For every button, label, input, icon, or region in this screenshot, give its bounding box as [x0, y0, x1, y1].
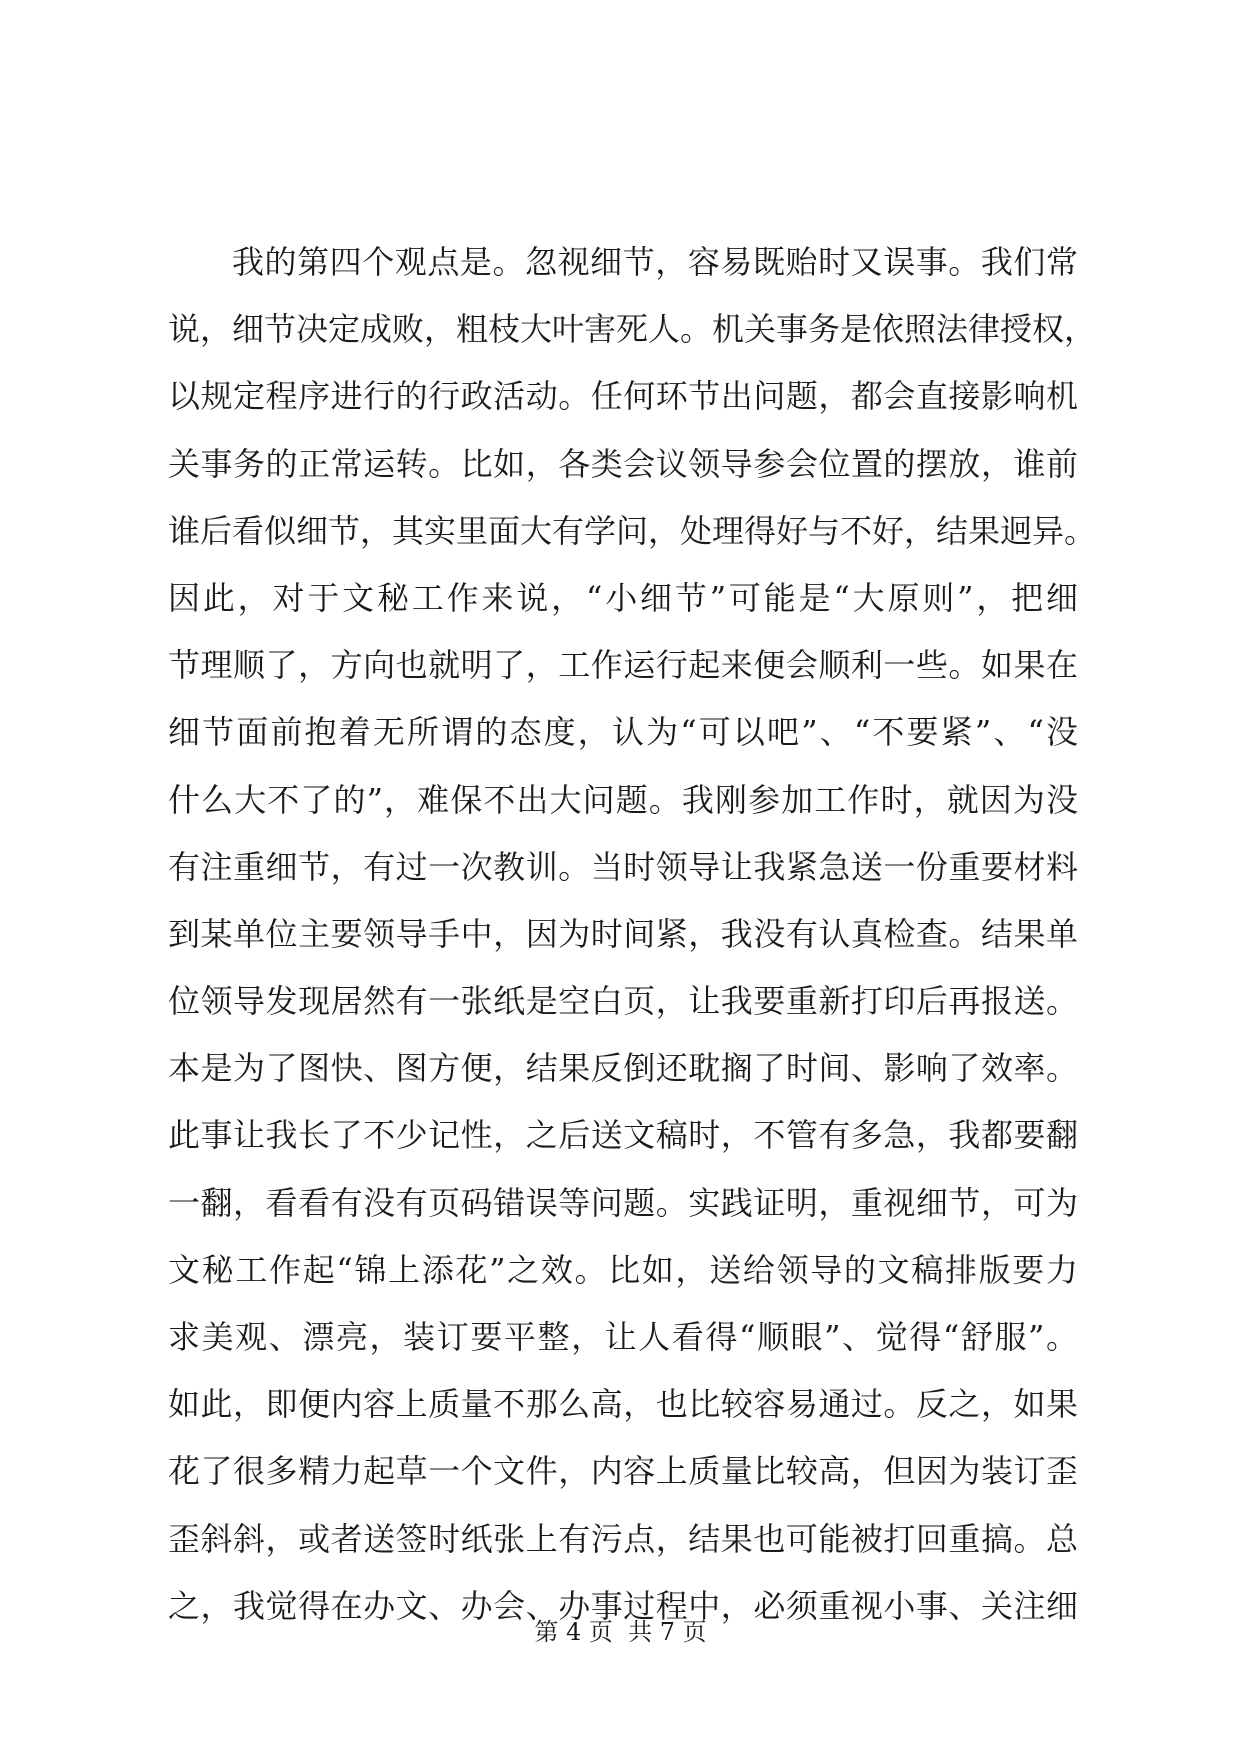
- text-line: 因此，对于文秘工作来说，“小细节”可能是“大原则”，把细: [168, 578, 1078, 617]
- text-line: 说，细节决定成败，粗枝大叶害死人。机关事务是依照法律授权，: [168, 310, 1097, 349]
- body-paragraph: [168, 229, 1097, 1640]
- text-line: 关事务的正常运转。比如，各类会议领导参会位置的摆放，谁前: [168, 444, 1078, 483]
- text-line: 节理顺了，方向也就明了，工作运行起来便会顺利一些。如果在: [168, 646, 1078, 685]
- text-line: 细节面前抱着无所谓的态度，认为“可以吧”、“不要紧”、“没: [168, 713, 1078, 752]
- text-line: 本是为了图快、图方便，结果反倒还耽搁了时间、影响了效率。: [168, 1049, 1078, 1088]
- text-line: 此事让我长了不少记性，之后送文稿时，不管有多急，我都要翻: [168, 1116, 1078, 1155]
- text-line: 谁后看似细节，其实里面大有学问，处理得好与不好，结果迥异。: [168, 511, 1097, 550]
- text-line: 歪斜斜，或者送签时纸张上有污点，结果也可能被打回重搞。总: [168, 1519, 1078, 1558]
- text-line: 花了很多精力起草一个文件，内容上质量比较高，但因为装订歪: [168, 1452, 1078, 1491]
- text-line: 文秘工作起“锦上添花”之效。比如，送给领导的文稿排版要力: [168, 1250, 1078, 1289]
- text-line: 求美观、漂亮，装订要平整，让人看得“顺眼”、觉得“舒服”。: [168, 1318, 1078, 1356]
- text-line: 我的第四个观点是。忽视细节，容易既贻时又误事。我们常: [232, 243, 1078, 281]
- text-line: 一翻，看看有没有页码错误等问题。实践证明，重视细节，可为: [168, 1183, 1078, 1222]
- text-line: 有注重细节，有过一次教训。当时领导让我紧急送一份重要材料: [168, 847, 1078, 886]
- text-line: 如此，即便内容上质量不那么高，也比较容易通过。反之，如果: [168, 1385, 1078, 1424]
- page-number-footer: 第 4 页 共 7 页: [534, 1618, 707, 1646]
- text-line: 以规定程序进行的行政活动。任何环节出问题，都会直接影响机: [168, 377, 1078, 416]
- text-line: 位领导发现居然有一张纸是空白页，让我要重新打印后再报送。: [168, 982, 1078, 1021]
- text-line: 之，我觉得在办文、办会、办事过程中，必须重视小事、关注细: [168, 1586, 1078, 1625]
- text-line: 什么大不了的”，难保不出大问题。我刚参加工作时，就因为没: [168, 780, 1078, 819]
- text-line: 到某单位主要领导手中，因为时间紧，我没有认真检查。结果单: [168, 914, 1078, 953]
